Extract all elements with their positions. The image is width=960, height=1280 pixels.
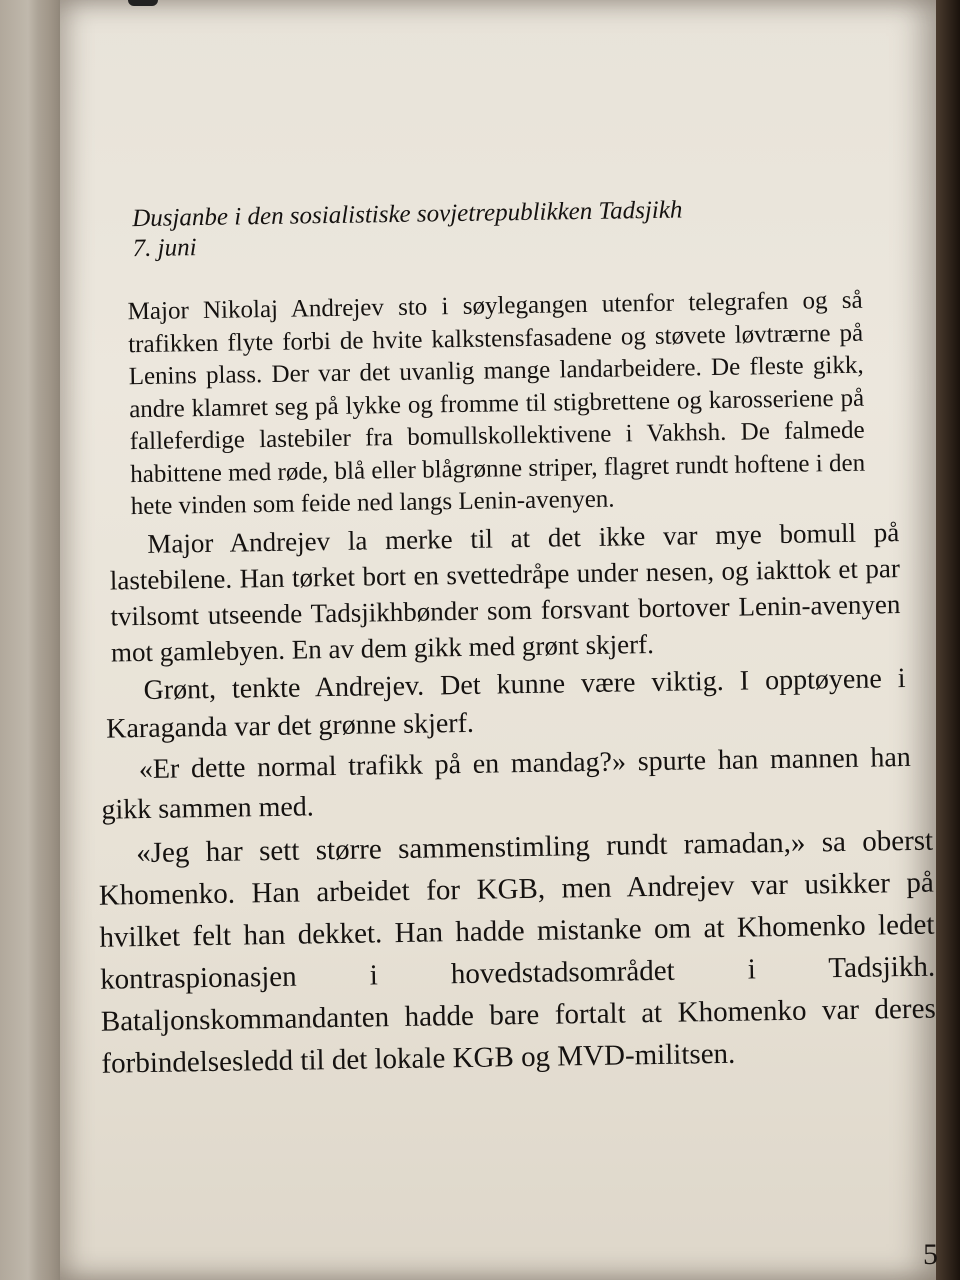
paragraph-4: «Er dette normal trafikk på en mandag?» spurte han mannen han gikk sammen med. [101,741,912,826]
dateline [132,193,853,264]
dateline-place: Dusjanbe i den sosialistiske sovjetrepublikken Tadsjikh [132,196,683,233]
heading-fragment [128,0,158,6]
chapter-text [76,192,936,1084]
dateline-date: 7. juni [132,234,197,263]
paragraph-2: Major Andrejev la merke til at det ikke var mye bomull på lastebilene. Han tørket bort en svettedråpe under nesen, og iakttok et par tvilsomt utseende Tadsjikhbønder som forsvant bortover Lenin-avenyen mot gamlebyen. En av dem gikk med grønt skjerf. [109,516,901,668]
paragraph-1: Major Nikolaj Andrejev sto i søylegangen utenfor telegrafen og så trafikken flyte forbi de hvite kalkstensfasadene og støvete løvtrærne på Lenins plass. Der var det uvanlig mange landarbeidere. De fleste gikk, andre klamret seg på lykke og fromme til stigbrettene og karosseriene på falleferdige lastebiler fra bomullskollektivene i Vakhsh. De falmede habittene med røde, blå eller blågrønne striper, flagret rundt hoftene i den hete vinden som feide ned langs Lenin-avenyen. [127,286,866,521]
paragraph-3: Grønt, tenkte Andrejev. Det kunne være viktig. I opptøyene i Karaganda var det grønne skjerf. [105,662,906,745]
page-number: 5 [923,1238,938,1271]
page-shadow [936,0,960,1280]
paragraph-5: «Jeg har sett større sammenstimling rundt ramadan,» sa oberst Khomenko. Han arbeidet for KGB, men Andrejev var usikker på hvilket felt han dekket. Han hadde mistanke om at Khomenko ledet kontraspionasjen i hovedstadsområdet i Tadsjikh. Bataljonskommandanten hadde bare fortalt at Khomenko var deres forbindelsesledd til det lokale KGB og MVD-militsen. [98,824,936,1080]
